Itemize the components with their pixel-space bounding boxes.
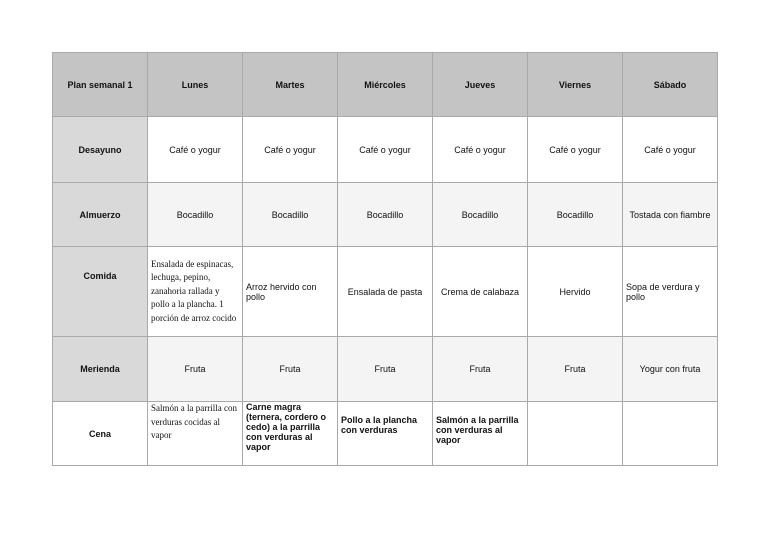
meal-cell: Arroz hervido con pollo xyxy=(243,247,338,337)
meal-cell: Yogur con fruta xyxy=(623,337,718,402)
meal-cell: Fruta xyxy=(433,337,528,402)
row-label-merienda: Merienda xyxy=(53,337,148,402)
table-row-cena xyxy=(53,402,718,466)
meal-cell: Café o yogur xyxy=(623,117,718,183)
row-label-cena: Cena xyxy=(53,402,148,466)
meal-cell: Bocadillo xyxy=(433,183,528,247)
meal-cell: Pollo a la plancha con verduras xyxy=(338,402,433,466)
meal-cell: Ensalada de espinacas, lechuga, pepino, zanahoria rallada y pollo a la plancha. 1 porción de arroz cocido xyxy=(148,247,243,337)
table-row-desayuno xyxy=(53,117,718,183)
meal-cell: Salmón a la parrilla con verduras cocidas al vapor xyxy=(148,402,243,466)
meal-cell: Bocadillo xyxy=(243,183,338,247)
header-day-wednesday: Miércoles xyxy=(338,53,433,117)
meal-cell xyxy=(623,402,718,466)
header-row xyxy=(53,53,718,117)
meal-cell: Fruta xyxy=(243,337,338,402)
meal-cell: Café o yogur xyxy=(338,117,433,183)
meal-cell: Fruta xyxy=(528,337,623,402)
meal-cell: Sopa de verdura y pollo xyxy=(623,247,718,337)
header-day-saturday: Sábado xyxy=(623,53,718,117)
meal-cell: Carne magra (ternera, cordero o cedo) a la parrilla con verduras al vapor xyxy=(243,402,338,466)
row-label-desayuno: Desayuno xyxy=(53,117,148,183)
meal-cell: Bocadillo xyxy=(148,183,243,247)
weekly-plan-table xyxy=(52,52,718,466)
meal-cell: Fruta xyxy=(338,337,433,402)
header-day-thursday: Jueves xyxy=(433,53,528,117)
meal-cell: Café o yogur xyxy=(243,117,338,183)
meal-cell: Fruta xyxy=(148,337,243,402)
header-day-friday: Viernes xyxy=(528,53,623,117)
meal-cell: Hervido xyxy=(528,247,623,337)
meal-cell: Tostada con fiambre xyxy=(623,183,718,247)
header-plan-title: Plan semanal 1 xyxy=(53,53,148,117)
header-day-tuesday: Martes xyxy=(243,53,338,117)
meal-cell: Crema de calabaza xyxy=(433,247,528,337)
meal-cell: Salmón a la parrilla con verduras al vapor xyxy=(433,402,528,466)
meal-cell: Café o yogur xyxy=(148,117,243,183)
row-label-comida: Comida xyxy=(53,247,148,337)
meal-cell: Café o yogur xyxy=(528,117,623,183)
table-row-comida xyxy=(53,247,718,337)
meal-cell xyxy=(528,402,623,466)
meal-cell: Café o yogur xyxy=(433,117,528,183)
meal-cell: Bocadillo xyxy=(528,183,623,247)
meal-cell: Bocadillo xyxy=(338,183,433,247)
row-label-almuerzo: Almuerzo xyxy=(53,183,148,247)
header-day-monday: Lunes xyxy=(148,53,243,117)
meal-cell: Ensalada de pasta xyxy=(338,247,433,337)
table-row-merienda xyxy=(53,337,718,402)
table-row-almuerzo xyxy=(53,183,718,247)
